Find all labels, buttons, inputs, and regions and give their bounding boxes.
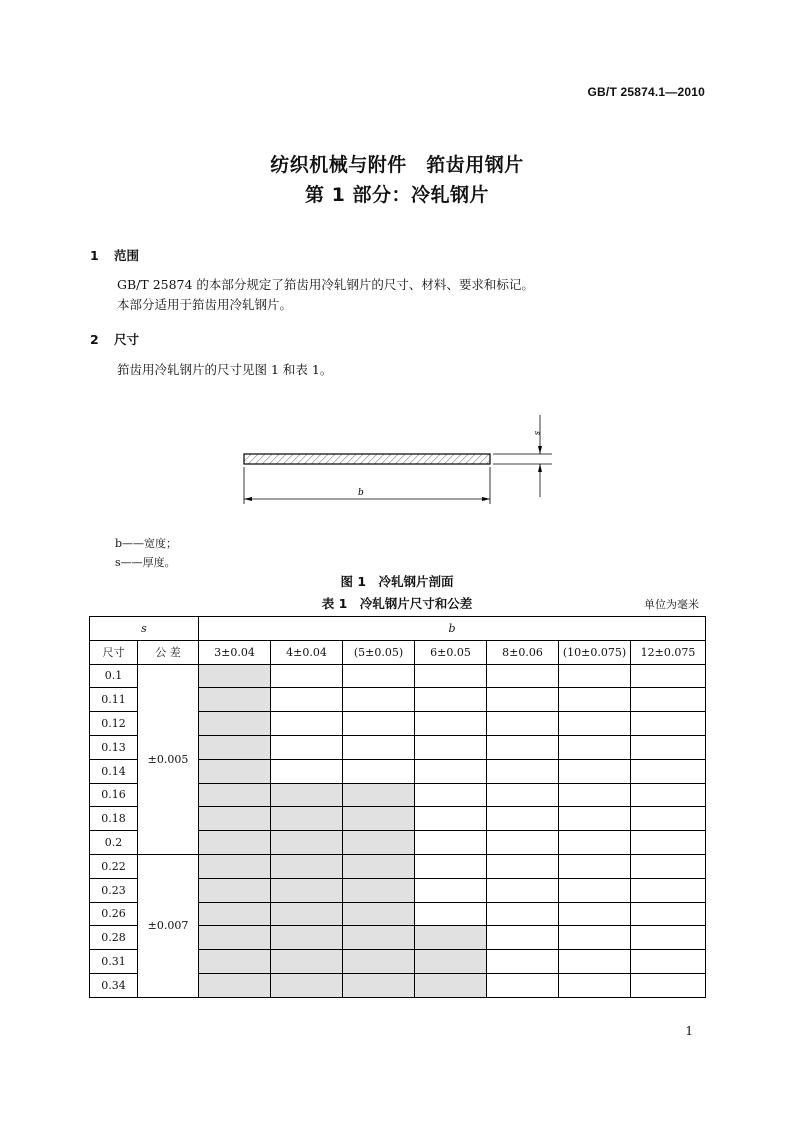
table-cell-empty [631,783,706,807]
table-header-b-0: 3±0.04 [199,640,271,664]
table-cell-not-applicable [271,878,343,902]
table-unit-note: 单位为毫米 [644,598,699,611]
table-cell-not-applicable [343,973,415,997]
table-row [90,664,706,688]
table-cell-not-applicable [343,950,415,974]
table-cell-empty [271,712,343,736]
table-cell-empty [631,712,706,736]
table-cell-not-applicable [199,878,271,902]
table-header-b-1: 4±0.04 [271,640,343,664]
table-cell-size: 0.26 [90,902,138,926]
section-1-number: 1 [90,248,99,263]
table-cell-empty [415,735,487,759]
table-cell-empty [487,926,559,950]
table-cell-empty [559,783,631,807]
table-cell-empty [343,712,415,736]
table-cell-empty [631,807,706,831]
table-cell-empty [631,688,706,712]
table-cell-not-applicable [343,854,415,878]
table-cell-not-applicable [199,735,271,759]
table-cell-not-applicable [343,878,415,902]
section-2-paragraph: 筘齿用冷轧钢片的尺寸见图 1 和表 1。 [117,362,333,377]
table-cell-not-applicable [343,807,415,831]
table-cell-empty [415,688,487,712]
table-group-b: b [199,617,706,641]
table-cell-empty [631,831,706,855]
table-header-b-6: 12±0.075 [631,640,706,664]
figure-key-s: s——厚度。 [115,556,176,569]
figure-caption: 图 1 冷轧钢片剖面 [340,574,454,589]
table-cell-empty [487,854,559,878]
table-cell-empty [271,688,343,712]
table-cell-empty [487,950,559,974]
table-cell-not-applicable [271,950,343,974]
table-caption: 表 1 冷轧钢片尺寸和公差 [321,596,473,611]
table-cell-empty [559,926,631,950]
thickness-arrow-top [538,446,542,454]
table-cell-size: 0.23 [90,878,138,902]
table-cell-size: 0.14 [90,759,138,783]
table-header-b-2: (5±0.05) [343,640,415,664]
page-number: 1 [685,1024,693,1038]
table-cell-empty [415,664,487,688]
table-cell-not-applicable [199,783,271,807]
table-cell-not-applicable [271,854,343,878]
table-cell-empty [415,759,487,783]
table-cell-empty [271,735,343,759]
table-cell-empty [559,878,631,902]
table-cell-empty [631,878,706,902]
table-cell-empty [415,902,487,926]
table-header-b-4: 8±0.06 [487,640,559,664]
table-cell-size: 0.18 [90,807,138,831]
width-arrow-right [482,497,490,501]
table-header-b-3: 6±0.05 [415,640,487,664]
table-cell-not-applicable [343,926,415,950]
table-cell-empty [487,807,559,831]
table-cell-empty [631,664,706,688]
document-title-line2: 第 1 部分：冷轧钢片 [305,184,489,206]
table-cell-empty [415,712,487,736]
table-cell-not-applicable [343,902,415,926]
table-cell-empty [631,973,706,997]
table-cell-empty [559,854,631,878]
table-cell-empty [343,664,415,688]
table-cell-empty [559,973,631,997]
table-cell-not-applicable [199,831,271,855]
table-cell-not-applicable [415,926,487,950]
table-cell-not-applicable [199,688,271,712]
table-header-b-5: (10±0.075) [559,640,631,664]
table-cell-size: 0.22 [90,854,138,878]
table-cell-empty [343,759,415,783]
table-cell-empty [631,759,706,783]
table-cell-size: 0.1 [90,664,138,688]
width-label-b: b [358,488,364,498]
section-1-heading [90,246,139,264]
table-cell-size: 0.2 [90,831,138,855]
table-cell-empty [487,759,559,783]
section-1-paragraph-2: 本部分适用于筘齿用冷轧钢片。 [117,297,293,312]
table-cell-empty [559,664,631,688]
table-cell-not-applicable [343,783,415,807]
table-cell-not-applicable [271,973,343,997]
table-cell-empty [343,688,415,712]
table-cell-size: 0.16 [90,783,138,807]
table-cell-empty [631,854,706,878]
section-2-heading [90,330,139,348]
figure-key-b: b——宽度； [115,537,178,550]
table-cell-empty [415,807,487,831]
steel-strip-cross-section-figure [230,405,560,515]
table-cell-not-applicable [271,807,343,831]
table-row [90,854,706,878]
table-cell-not-applicable [199,759,271,783]
table-cell-size: 0.31 [90,950,138,974]
table-group-s: s [90,617,199,641]
dimensions-table [89,616,706,998]
table-cell-not-applicable [199,854,271,878]
table-cell-empty [487,735,559,759]
table-cell-empty [271,664,343,688]
table-cell-not-applicable [199,807,271,831]
table-cell-tolerance: ±0.007 [138,854,199,997]
section-2-number: 2 [90,332,99,347]
table-header-size: 尺寸 [90,640,138,664]
table-cell-empty [415,831,487,855]
table-cell-not-applicable [415,950,487,974]
table-cell-size: 0.34 [90,973,138,997]
table-cell-not-applicable [271,902,343,926]
width-arrow-left [244,497,252,501]
section-1-paragraph-1: GB/T 25874 的本部分规定了筘齿用冷轧钢片的尺寸、材料、要求和标记。 [117,277,534,292]
table-cell-empty [559,902,631,926]
table-header-tolerance: 公 差 [138,640,199,664]
table-cell-empty [487,973,559,997]
table-cell-size: 0.13 [90,735,138,759]
table-cell-not-applicable [271,783,343,807]
table-cell-empty [559,807,631,831]
table-cell-empty [343,735,415,759]
table-cell-empty [559,759,631,783]
thickness-label-s: s [533,431,542,436]
table-cell-empty [559,712,631,736]
table-cell-empty [487,878,559,902]
table-cell-empty [631,926,706,950]
table-cell-size: 0.28 [90,926,138,950]
table-cell-not-applicable [199,950,271,974]
table-cell-size: 0.12 [90,712,138,736]
table-cell-empty [631,902,706,926]
table-cell-not-applicable [343,831,415,855]
section-1-title: 范围 [114,248,140,263]
table-cell-empty [487,783,559,807]
standard-number: GB/T 25874.1—2010 [587,85,705,99]
table-cell-empty [415,783,487,807]
table-cell-not-applicable [271,831,343,855]
table-cell-not-applicable [271,926,343,950]
strip-section-hatched [244,454,490,464]
table-cell-not-applicable [199,973,271,997]
table-cell-size: 0.11 [90,688,138,712]
table-cell-tolerance: ±0.005 [138,664,199,854]
table-cell-empty [559,950,631,974]
table-cell-not-applicable [199,664,271,688]
table-cell-empty [559,735,631,759]
table-cell-not-applicable [199,712,271,736]
table-cell-not-applicable [199,926,271,950]
table-cell-empty [415,854,487,878]
table-cell-empty [487,664,559,688]
table-cell-empty [487,688,559,712]
table-cell-empty [415,878,487,902]
thickness-arrow-bottom [538,464,542,472]
document-title-line1: 纺织机械与附件 筘齿用钢片 [270,154,524,176]
table-cell-empty [487,712,559,736]
table-cell-not-applicable [415,973,487,997]
table-cell-empty [487,831,559,855]
table-cell-empty [487,902,559,926]
section-2-title: 尺寸 [114,332,140,347]
table-cell-empty [559,688,631,712]
table-cell-empty [631,950,706,974]
table-cell-empty [271,759,343,783]
table-cell-empty [559,831,631,855]
table-cell-not-applicable [199,902,271,926]
table-cell-empty [631,735,706,759]
